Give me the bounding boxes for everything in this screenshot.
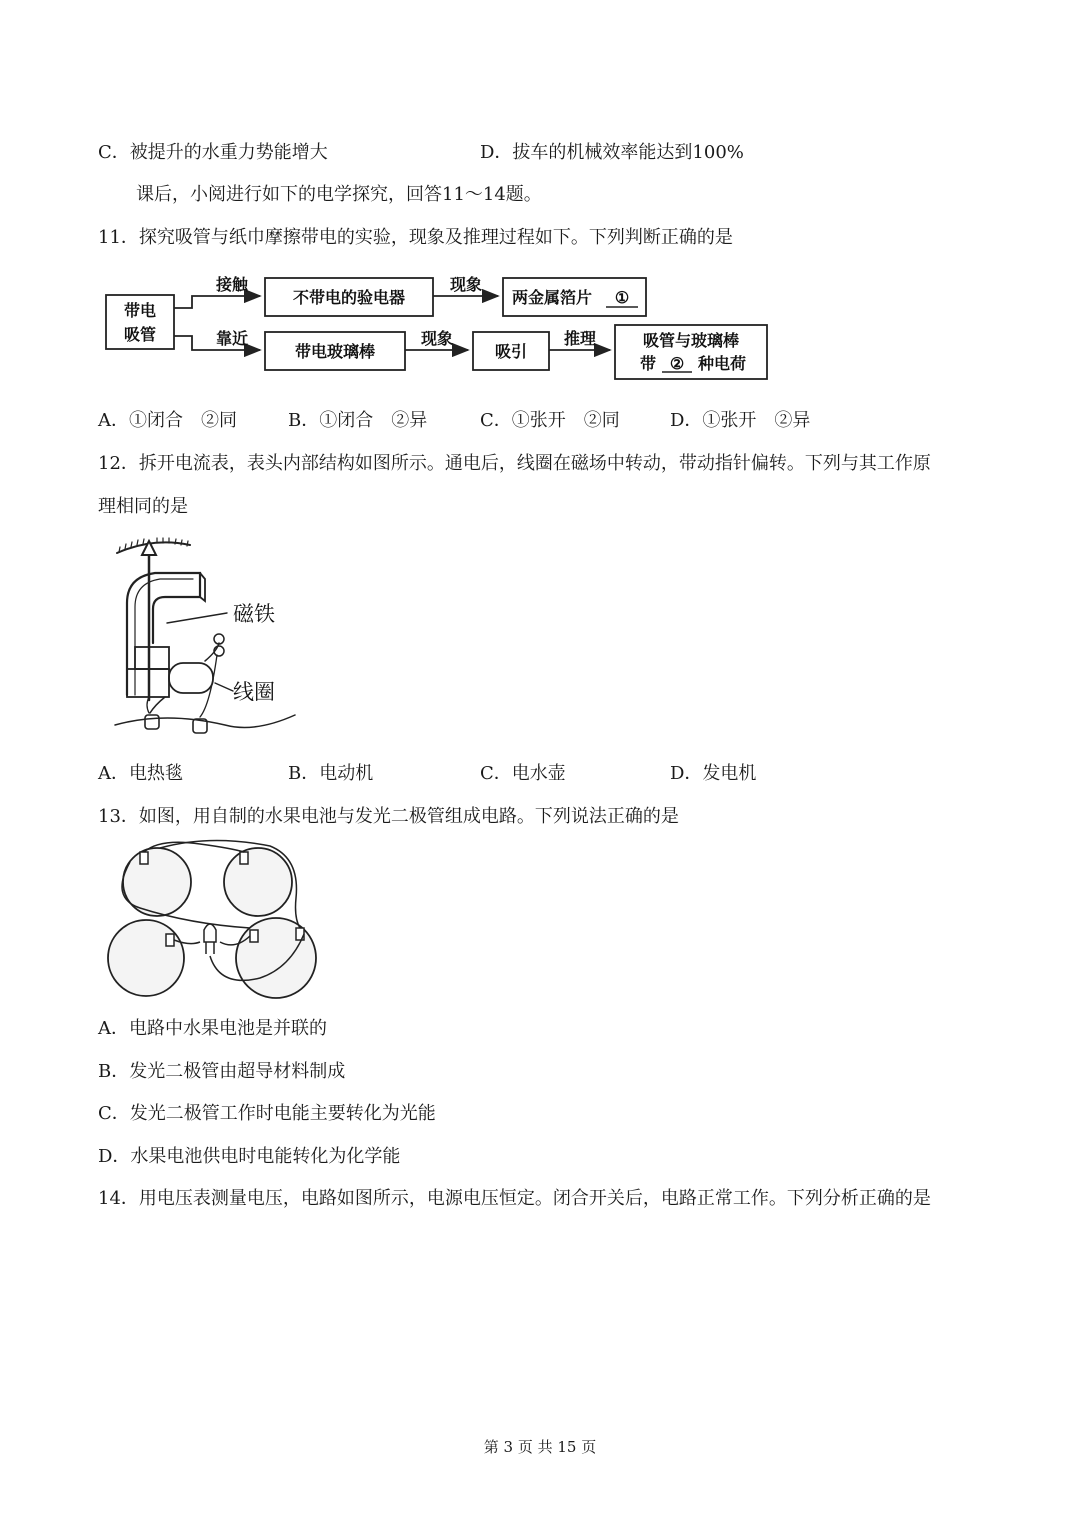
q13-option-d: D．水果电池供电时电能转化为化学能 [98,1146,401,1167]
start-line1: 带电 [123,301,157,320]
q14-stem: 14．用电压表测量电压，电路如图所示，电源电压恒定。闭合开关后，电路正常工作。下列分析正确的是 [98,1188,931,1209]
page-number: 第 3 页 共 15 页 [483,1438,597,1456]
text-glass-rod: 带电玻璃棒 [294,342,376,361]
q10-option-c: C．被提升的水重力势能增大 [98,142,328,163]
label-phenomenon-2: 现象 [420,329,454,348]
q10-option-d: D．拔车的机械效率能达到100% [480,142,744,163]
coil [169,663,213,693]
q11-stem: 11．探究吸管与纸巾摩擦带电的实验，现象及推理过程如下。下列判断正确的是 [98,227,733,248]
q13-option-a: A．电路中水果电池是并联的 [98,1018,327,1039]
label-magnet: 磁铁 [233,602,275,626]
text-conclusion-line1: 吸管与玻璃棒 [642,331,740,350]
section-intro: 课后，小阅进行如下的电学探究，回答11～14题。 [136,184,542,205]
text-attract: 吸引 [494,342,528,361]
blank-2: ② [669,354,685,373]
label-coil: 线圈 [233,680,275,704]
label-near: 靠近 [215,329,249,348]
q12-ammeter-figure [105,535,305,745]
magnet [127,573,200,695]
blank-1: ① [614,288,630,307]
q11-option-d: D．①张开 ②异 [670,410,811,431]
fruit-3 [108,920,184,996]
q12-option-d: D．发电机 [670,763,757,784]
q13-option-b: B．发光二极管由超导材料制成 [98,1061,346,1082]
q12-stem-line1: 12．拆开电流表，表头内部结构如图所示。通电后，线圈在磁场中转动，带动指针偏转。下列与其工作原 [98,453,931,474]
label-contact: 接触 [215,275,249,294]
q12-option-a: A．电热毯 [98,763,183,784]
q12-stem-line2: 理相同的是 [98,496,188,517]
start-line2: 吸管 [123,325,157,344]
text-foils: 两金属箔片 [512,288,593,307]
q11-option-c: C．①张开 ②同 [480,410,620,431]
label-phenomenon-1: 现象 [449,275,483,294]
q11-option-a: A．①闭合 ②同 [98,410,237,431]
text-conclusion-pre: 带 [640,354,657,373]
q12-option-b: B．电动机 [288,763,374,784]
fruit-2 [224,848,292,916]
label-reasoning: 推理 [563,329,597,348]
q11-option-b: B．①闭合 ②异 [288,410,428,431]
arrow-contact [174,296,260,308]
q13-stem: 13．如图，用自制的水果电池与发光二极管组成电路。下列说法正确的是 [98,806,679,827]
q11-flow-diagram [100,268,780,386]
text-electroscope: 不带电的验电器 [292,288,406,307]
q13-option-c: C．发光二极管工作时电能主要转化为光能 [98,1103,436,1124]
q13-fruit-battery-figure [100,838,330,1003]
text-conclusion-post: 种电荷 [698,354,747,373]
q12-option-c: C．电水壶 [480,763,566,784]
